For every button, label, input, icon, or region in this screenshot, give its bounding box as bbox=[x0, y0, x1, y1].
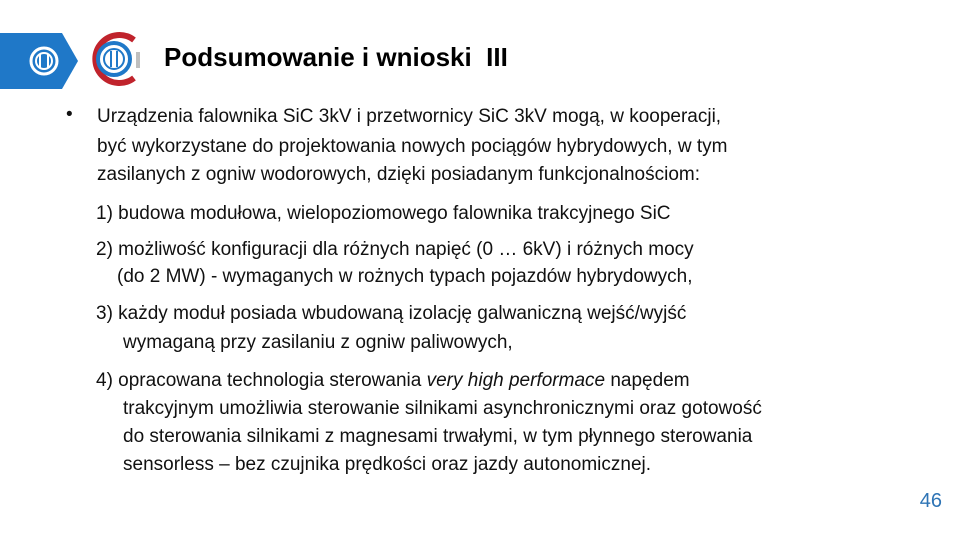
list-item-4-line-3: do sterowania silnikami z magnesami trwałymi, w tym płynnego sterowania bbox=[123, 426, 753, 447]
list-item-4-line-2: trakcyjnym umożliwia sterowanie silnikami asynchronicznymi oraz gotowość bbox=[123, 398, 762, 419]
list-item-4-line-4: sensorless – bez czujnika prędkości oraz jazdy autonomicznej. bbox=[123, 454, 652, 475]
page-number: 46 bbox=[919, 490, 942, 512]
list-item-2-line-1: 2) możliwość konfiguracji dla różnych napięć (0 … 6kV) i różnych mocy bbox=[96, 239, 694, 260]
bullet-line-1: Urządzenia falownika SiC 3kV i przetwornicy SiC 3kV mogą, w kooperacji, bbox=[97, 106, 722, 127]
logo-banner-icon bbox=[0, 33, 78, 89]
bullet-line-2: być wykorzystane do projektowania nowych pociągów hybrydowych, w tym bbox=[97, 136, 728, 157]
list-item-4-text-pre: 4) opracowana technologia sterowania bbox=[96, 370, 427, 391]
list-item-4-line-1 bbox=[96, 370, 690, 392]
bullet-marker: • bbox=[66, 104, 73, 125]
list-item-4-text-post: napędem bbox=[605, 370, 690, 391]
list-item-4-emphasis: very high performace bbox=[426, 370, 606, 391]
list-item-3-line-2: wymaganą przy zasilaniu z ogniw paliwowych, bbox=[123, 332, 513, 353]
list-item-1: 1) budowa modułowa, wielopoziomowego falownika trakcyjnego SiC bbox=[96, 203, 671, 224]
institute-logo-icon bbox=[86, 30, 142, 88]
list-item-2-line-2: (do 2 MW) - wymaganych w rożnych typach pojazdów hybrydowych, bbox=[117, 266, 693, 287]
slide-title: Podsumowanie i wnioski III bbox=[164, 42, 508, 72]
bullet-line-3: zasilanych z ogniw wodorowych, dzięki posiadanym funkcjonalnościom: bbox=[97, 164, 701, 185]
list-item-3-line-1: 3) każdy moduł posiada wbudowaną izolację galwaniczną wejść/wyjść bbox=[96, 303, 687, 324]
